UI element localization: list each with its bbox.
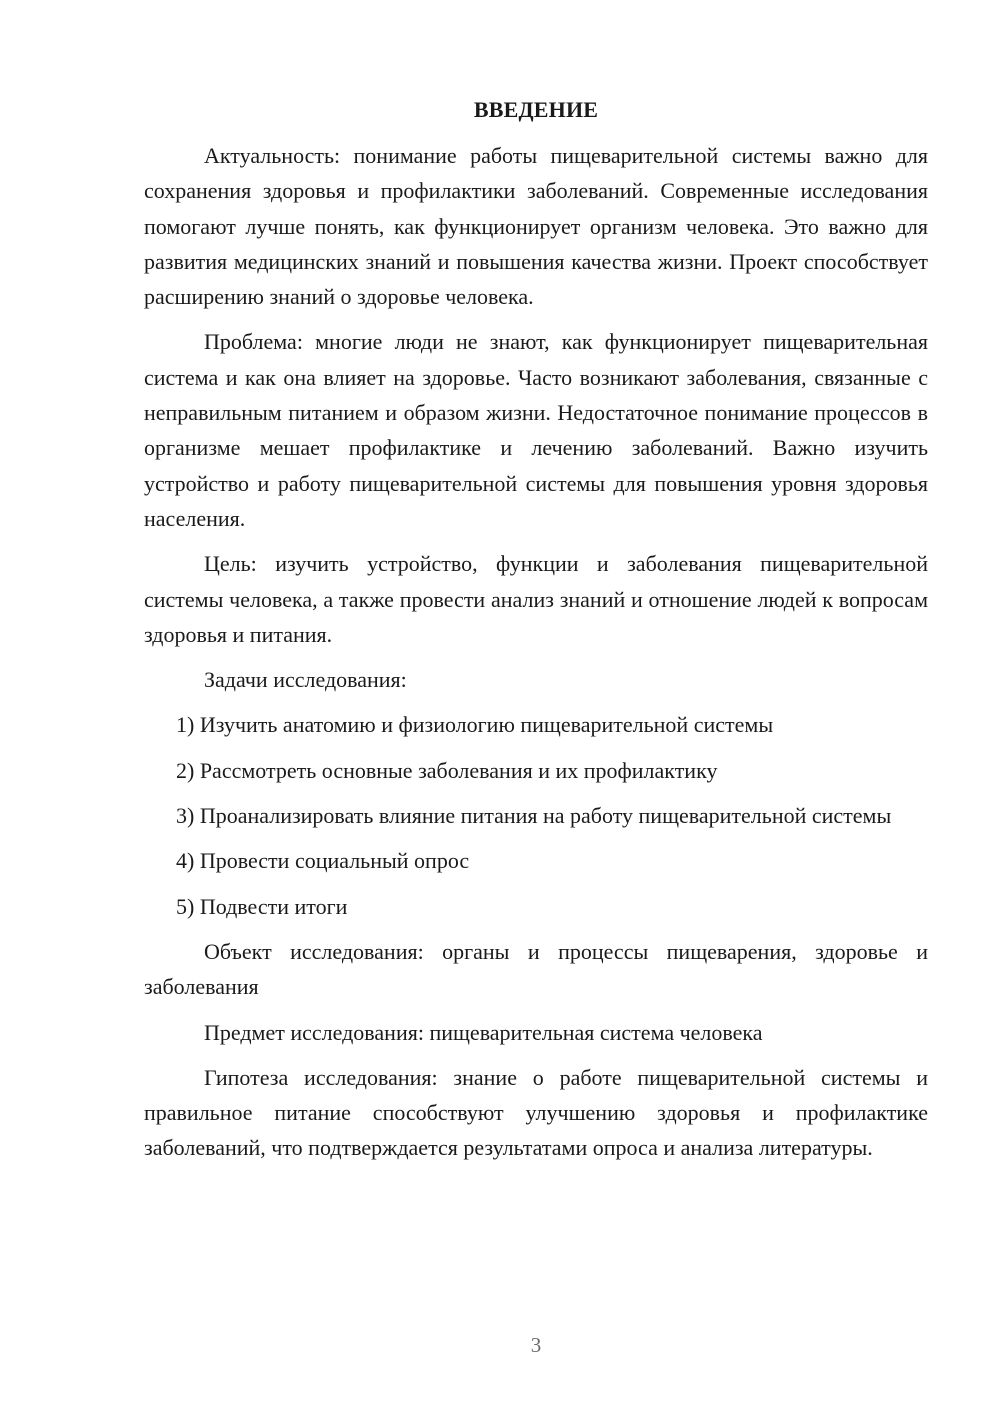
tasks-heading: Задачи исследования: — [204, 667, 407, 693]
list-item: 5) Подвести итоги — [176, 893, 348, 919]
paragraph-object: Объект исследования: органы и процессы пищеварения, здоровье и заболевания — [144, 938, 928, 1000]
list-item: 4) Провести социальный опрос — [176, 848, 470, 874]
paragraph-hypothesis: Гипотеза исследования: знание о работе пищеварительной системы и правильное питание способствуют улучшению здоровья и профилактике заболеваний, что подтверждается результатами опроса и анализа литературы. — [144, 1064, 928, 1161]
tasks-list — [144, 707, 928, 923]
paragraph-subject: Предмет исследования: пищеварительная система человека — [204, 1019, 763, 1045]
page-number: 3 — [530, 1333, 542, 1357]
page-title: ВВЕДЕНИЕ — [473, 97, 599, 122]
paragraph-relevance: Актуальность: понимание работы пищеварительной системы важно для сохранения здоровья и профилактики заболеваний. Современные исследования помогают лучше понять, как функционирует организм человека. Это важно для развития медицинских знаний и повышения качества жизни. Проект способствует расширению знаний о здоровье человека. — [144, 143, 928, 310]
paragraph-goal: Цель: изучить устройство, функции и заболевания пищеварительной системы человека, а также провести анализ знаний и отношение людей к вопросам здоровья и питания. — [144, 551, 928, 647]
list-item: 1) Изучить анатомию и физиологию пищеварительной системы — [176, 712, 774, 738]
page-content — [144, 96, 928, 1176]
list-item: 3) Проанализировать влияние питания на работу пищеварительной системы — [176, 803, 892, 829]
paragraph-problem: Проблема: многие люди не знают, как функционирует пищеварительная система и как она влияет на здоровье. Часто возникают заболевания, связанные с неправильным питанием и образом жизни. Недостаточное понимание процессов в организме мешает профилактике и лечению заболеваний. Важно изучить устройство и работу пищеварительной системы для повышения уровня здоровья населения. — [144, 329, 928, 531]
list-item: 2) Рассмотреть основные заболевания и их профилактику — [176, 757, 718, 783]
